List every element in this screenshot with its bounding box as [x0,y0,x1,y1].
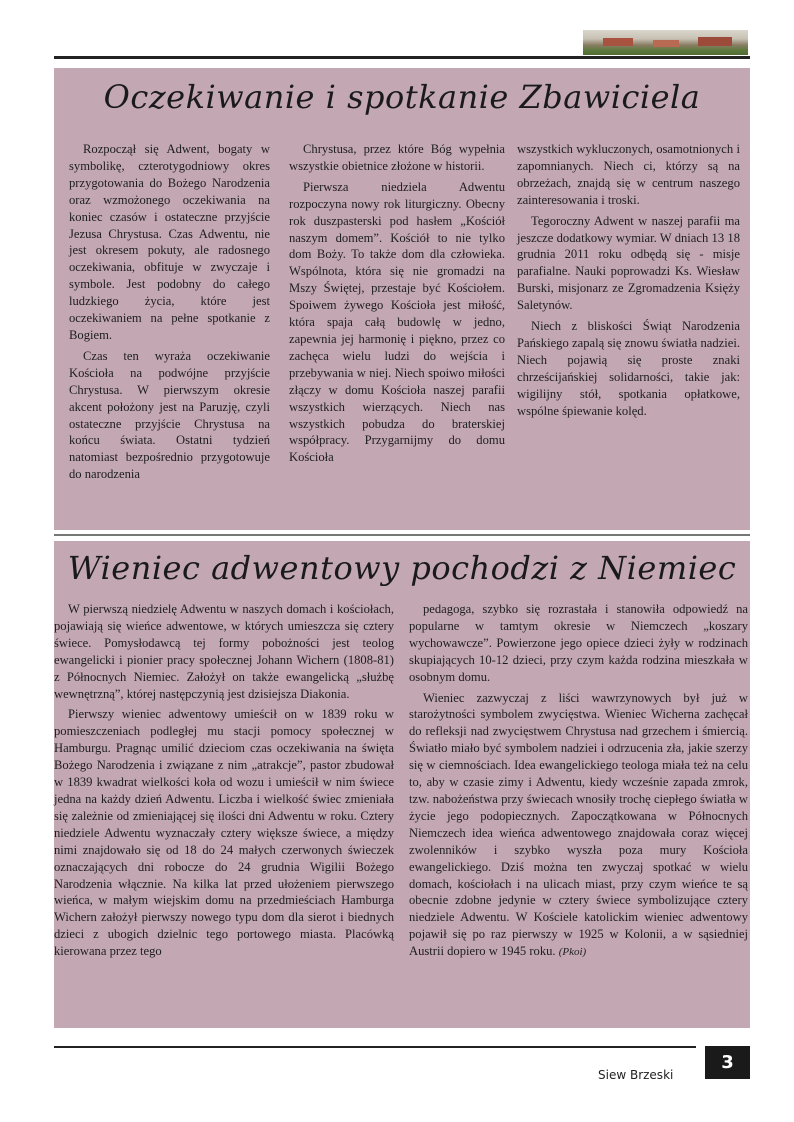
paragraph: Rozpoczął się Adwent, bogaty w symbolikę, czterotygodniowy okres przygotowania do Bożego Narodzenia oraz wzmożonego oczekiwania na koniec czasów i ostateczne przyjście Jezusa Chrystusa. Czas Adwentu, nie jest okresem pokuty, ale radosnego oczekiwania, obfituje w zwyczaje i symbole. Jest podobny do całego ludzkiego życia, które jest oczekiwaniem na pełne spotkanie z Bogiem. [69,142,270,342]
article-box-2 [54,541,750,1028]
paragraph: Pierwszy wieniec adwentowy umieścił on w 1839 roku w pomieszczeniach podległej mu stacji pomocy społecznej w Hamburgu. Pragnąc umilić dzieciom czas oczekiwania na święta Bożego Narodzenia i związane z nim „atrakcje”, pastor zbudował w 1839 kwadrat wielkości koła od wozu i umieścił w nim świece jedna na każdy dzień Adwentu. Liczba i wielkość świec zmieniała się zależnie od zmieniającej się ilości dni Adwentu w roku. Cztery niedziele Adwentu wyznaczały cztery większe świece, a między nimi znajdowało się od 18 do 24 małych czerwonych świeczek oznaczających dni robocze do 24 grudnia Wigilii Bożego Narodzenia włącznie. Na kilka lat przed ułożeniem pierwszego wieńca, w małym wiejskim domu na przedmieściach Hamburga Wichern założył pierwszy nowego typu dom dla sierot i biednych dzieci z ubogich dzielnic tego portowego miasta. Placówką kierowana przez tego [54,707,394,959]
article2-column-2 [409,601,748,965]
top-rule [54,56,750,59]
header-photo [583,30,748,55]
article1-column-2 [289,141,505,470]
paragraph: pedagoga, szybko się rozrastała i stanowiła odpowiedź na popularne w tamtym okresie w Niemczech „koszary wychowawcze”. Powierzone jego opiece dzieci żyły w rodzinach skupiających 10-12 dzieci, przy czym każda rodzina mieszkała w osobnym domu. [409,602,748,684]
article-box-1 [54,68,750,530]
paragraph: Czas ten wyraża oczekiwanie Kościoła na podwójne przyjście Chrystusa. W pierwszym okresie akcent położony jest na Paruzję, czyli ostateczne przyjście Chrystusa na końcu świata. Ostatni tydzień natomiast bezpośrednio przygotowuje do narodzenia [69,348,270,482]
bottom-rule [54,1046,696,1048]
photo-roof [698,37,732,46]
paragraph: Pierwsza niedziela Adwentu rozpoczyna nowy rok liturgiczny. Obecny rok duszpasterski pod hasłem „Kościół naszym domem”. Kościół to nie tylko dom Boży. To także dom dla człowieka. Wspólnota, która się nie gromadzi na Mszy Świętej, przestaje być Kościołem. Spoiwem żywego Kościoła jest miłość, która spaja całą budowlę w jedno, zapewnia jej harmonię i piękno, przez co zachęca wielu ludzi do wejścia i przebywania w niej. Niech spoiwo miłości złączy w domu Kościoła naszej parafii wszystkich wierzących. Niech nas wszystkich pobudza do braterskiej współpracy. Przygarnijmy do domu Kościoła [289,179,505,465]
paragraph [409,690,748,962]
article1-column-1 [69,141,270,487]
paragraph: wszystkich wykluczonych, osamotnionych i zapomnianych. Niech ci, którzy są na obrzeżach, znajdą się w centrum naszego zainteresowania i troski. [517,142,740,207]
article2-column-1 [54,601,394,964]
author-signature: (Pkoi) [558,946,587,959]
paragraph: Tegoroczny Adwent w naszej parafii ma jeszcze dodatkowy wymiar. W dniach 13 18 grudnia 2011 roku odbędą się - misje parafialne. Nauki poprowadzi Ks. Wiesław Burski, misjonarz ze Zgromadzenia Księży Saletynów. [517,213,740,313]
paragraph: Chrystusa, przez które Bóg wypełnia wszystkie obietnice złożone w historii. [289,142,505,173]
paragraph-text: Wieniec zazwyczaj z liści wawrzynowych był już w starożytności symbolem zwycięstwa. Wieniec Wicherna zachęcał do refleksji nad zwycięstwem Chrystusa nad grzechem i śmiercią. Światło miało być symbolem nadziei i odrzucenia zła, jakie szerzy się w ciemnościach. Idea ewangelickiego teologa miała też na celu to, aby w czasie zimy i Adwentu, kiedy wcześnie zapada zmrok, tzw. nabożeństwa przy świecach wnosiły trochę ciepłego światła w życie jego podopiecznych. Zapoczątkowana w Północnych Niemczech idea wieńca adwentowego znajdowała coraz więcej zwolenników i szybko wyszła poza mury Kościoła ewangelickiego. Dziś można ten zwyczaj spotkać w wielu domach, kościołach i na ulicach miast, przy czym wieńce te są obecnie zdobne jedynie w cztery świece symbolizujące cztery niedziele Adwentu. W Kościele katolickim wieniec adwentowy pojawił się po raz pierwszy w 1925 w Kolonii, a w sąsiedniej Austrii dopiero w 1945 roku. [409,690,748,959]
section-divider [54,534,750,536]
article-title-2: Wieniec adwentowy pochodzi z Niemiec [67,549,737,587]
photo-roof [603,38,633,46]
article1-column-3 [517,141,740,424]
page-number: 3 [705,1046,750,1079]
publication-name: Siew Brzeski [598,1068,674,1082]
article-title-1: Oczekiwanie i spotkanie Zbawiciela [103,78,701,116]
paragraph: W pierwszą niedzielę Adwentu w naszych domach i kościołach, pojawiają się wieńce adwentowe, w których umieszcza się cztery świece. Pomysłodawcą tej formy pobożności jest teolog ewangelicki i pionier pracy społecznej Johann Wichern (1808-81) z Północnych Niemiec. Założył on także ewangelicką „służbę wewnętrzną”, której następczynią jest dzisiejsza Diakonia. [54,602,394,701]
photo-roof [653,40,679,47]
paragraph: Niech z bliskości Świąt Narodzenia Pańskiego zapalą się znowu światła nadziei. Niech pojawią się proste znaki chrześcijańskiej solidarności, takie jak: wigilijny stół, spotkania opłatkowe, wspólne śpiewanie kolęd. [517,319,740,418]
